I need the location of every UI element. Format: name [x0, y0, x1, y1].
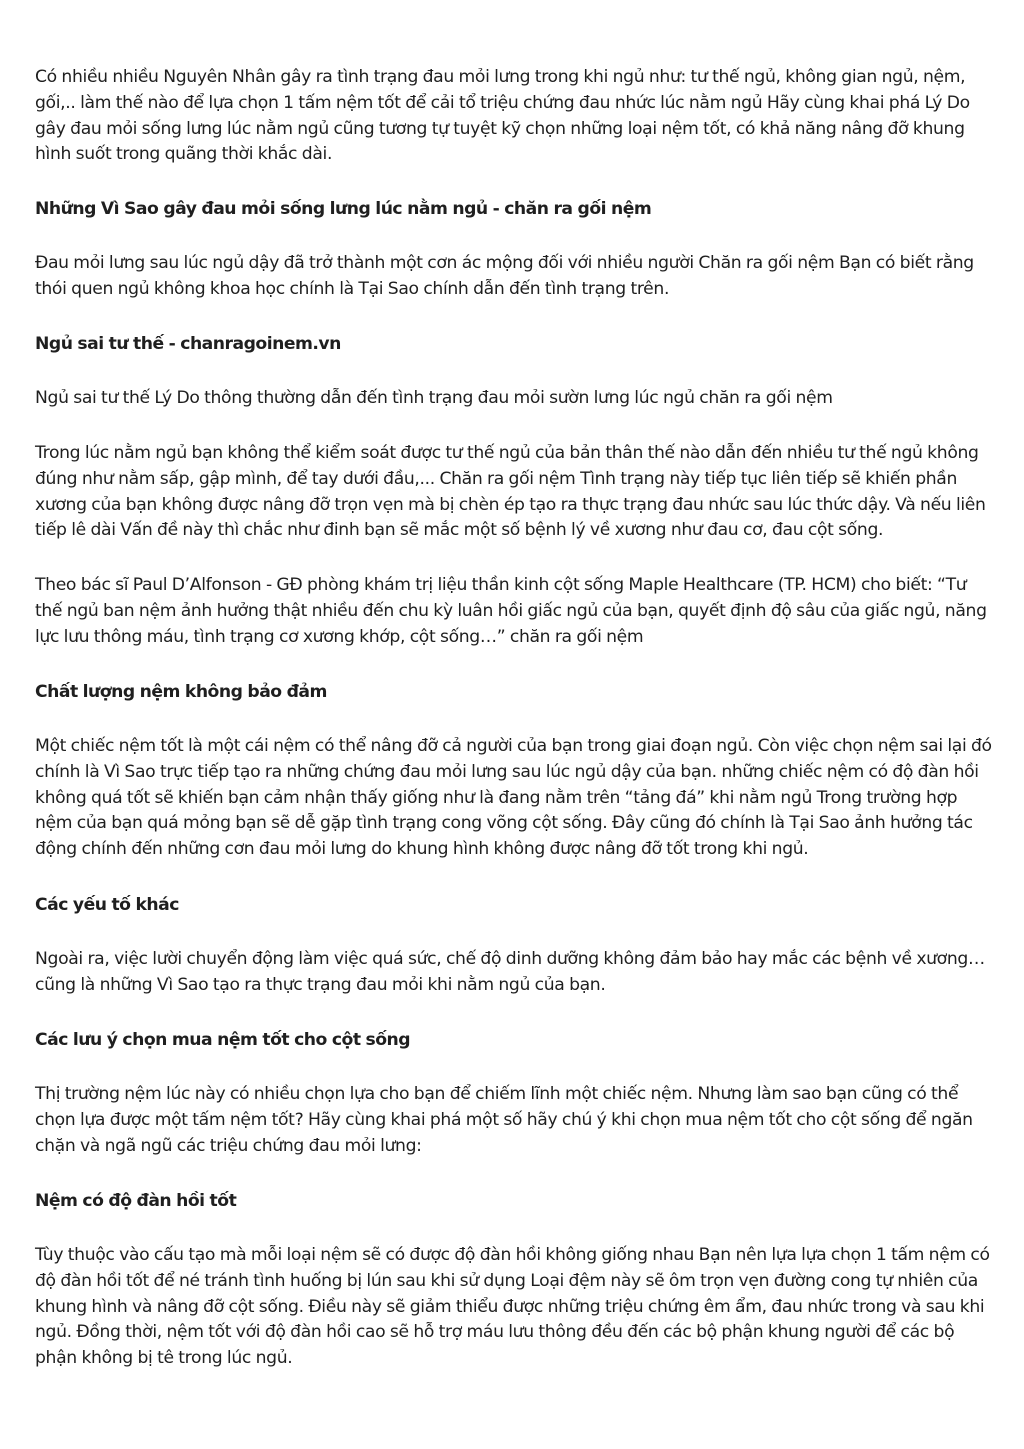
paragraph-intro: Có nhiều nhiều Nguyên Nhân gây ra tình trạng đau mỏi lưng trong khi ngủ như: tư thế ngủ, không gian ngủ, nệm, gối,.. làm thế nào để lựa chọn 1 tấm nệm tốt để cải tổ triệu chứng đau nhức lúc nằm ngủ Hãy cùng khai phá Lý Do gây đau mỏi sống lưng lúc nằm ngủ cũng tương tự tuyệt kỹ chọn những loại nệm tốt, có khả năng nâng đỡ khung hình suốt trong quãng thời khắc dài.	[35, 67, 970, 165]
paragraph-elasticity: Tùy thuộc vào cấu tạo mà mỗi loại nệm sẽ có được độ đàn hồi không giống nhau Bạn nên lựa lựa chọn 1 tấm nệm có độ đàn hồi tốt để né tránh tình huống bị lún sau khi sử dụng Loại đệm này sẽ ôm trọn vẹn đường cong tự nhiên của khung hình và nâng đỡ cột sống. Điều này sẽ giảm thiểu được những triệu chứng êm ẩm, đau nhức trong và sau khi ngủ. Đồng thời, nệm tốt với độ đàn hồi cao sẽ hỗ trợ máu lưu thông đều đến các bộ phận khung người để các bộ phận không bị tê trong lúc ngủ.	[35, 1245, 990, 1369]
heading-wrong-posture: Ngủ sai tư thế - chanragoinem.vn	[35, 334, 341, 354]
heading-other-factors: Các yếu tố khác	[35, 895, 179, 915]
paragraph-doctor-quote: Theo bác sĩ Paul D’Alfonson - GĐ phòng khám trị liệu thần kinh cột sống Maple Healthcare (TP. HCM) cho biết: “Tư thế ngủ ban nệm ảnh hưởng thật nhiều đến chu kỳ luân hồi giấc ngủ của bạn, quyết định độ sâu của giấc ngủ, năng lực lưu thông máu, tình trạng cơ xương khớp, cột sống…” chăn ra gối nệm	[35, 575, 987, 647]
paragraph-causes: Đau mỏi lưng sau lúc ngủ dậy đã trở thành một cơn ác mộng đối với nhiều người Chăn ra gối nệm Bạn có biết rằng thói quen ngủ không khoa học chính là Tại Sao chính dẫn đến tình trạng trên.	[35, 253, 974, 299]
heading-mattress-quality: Chất lượng nệm không bảo đảm	[35, 682, 327, 702]
paragraph-buying-tips: Thị trường nệm lúc này có nhiều chọn lựa cho bạn để chiếm lĩnh một chiếc nệm. Nhưng làm sao bạn cũng có thể chọn lựa được một tấm nệm tốt? Hãy cùng khai phá một số hãy chú ý khi chọn mua nệm tốt cho cột sống để ngăn chặn và ngã ngũ các triệu chứng đau mỏi lưng:	[35, 1084, 973, 1156]
paragraph-mattress-quality: Một chiếc nệm tốt là một cái nệm có thể nâng đỡ cả người của bạn trong giai đoạn ngủ. Còn việc chọn nệm sai lại đó chính là Vì Sao trực tiếp tạo ra những chứng đau mỏi lưng sau lúc ngủ dậy của bạn. những chiếc nệm có độ đàn hồi không quá tốt sẽ khiến bạn cảm nhận thấy giống như là đang nằm trên “tảng đá” khi nằm ngủ Trong trường hợp nệm của bạn quá mỏng bạn sẽ dễ gặp tình trạng cong võng cột sống. Đây cũng đó chính là Tại Sao ảnh hưởng tác động chính đến những cơn đau mỏi lưng do khung hình không được nâng đỡ tốt trong khi ngủ.	[35, 736, 992, 860]
heading-elasticity: Nệm có độ đàn hồi tốt	[35, 1191, 237, 1211]
paragraph-wrong-posture-summary: Ngủ sai tư thế Lý Do thông thường dẫn đến tình trạng đau mỏi sườn lưng lúc ngủ chăn ra gối nệm	[35, 388, 833, 408]
paragraph-wrong-posture-detail: Trong lúc nằm ngủ bạn không thể kiểm soát được tư thế ngủ của bản thân thế nào dẫn đến nhiều tư thế ngủ không đúng như nằm sấp, gập mình, để tay dưới đầu,... Chăn ra gối nệm Tình trạng này tiếp tục liên tiếp sẽ khiến phần xương của bạn không được nâng đỡ trọn vẹn mà bị chèn ép tạo ra thực trạng đau nhức sau lúc thức dậy. Và nếu liên tiếp lê dài Vấn đề này thì chắc như đinh bạn sẽ mắc một số bệnh lý về xương như đau cơ, đau cột sống.	[35, 443, 986, 541]
heading-causes: Những Vì Sao gây đau mỏi sống lưng lúc nằm ngủ - chăn ra gối nệm	[35, 199, 652, 219]
paragraph-other-factors: Ngoài ra, việc lười chuyển động làm việc quá sức, chế độ dinh dưỡng không đảm bảo hay mắc các bệnh về xương… cũng là những Vì Sao tạo ra thực trạng đau mỏi khi nằm ngủ của bạn.	[35, 949, 985, 995]
heading-buying-tips: Các lưu ý chọn mua nệm tốt cho cột sống	[35, 1030, 411, 1050]
